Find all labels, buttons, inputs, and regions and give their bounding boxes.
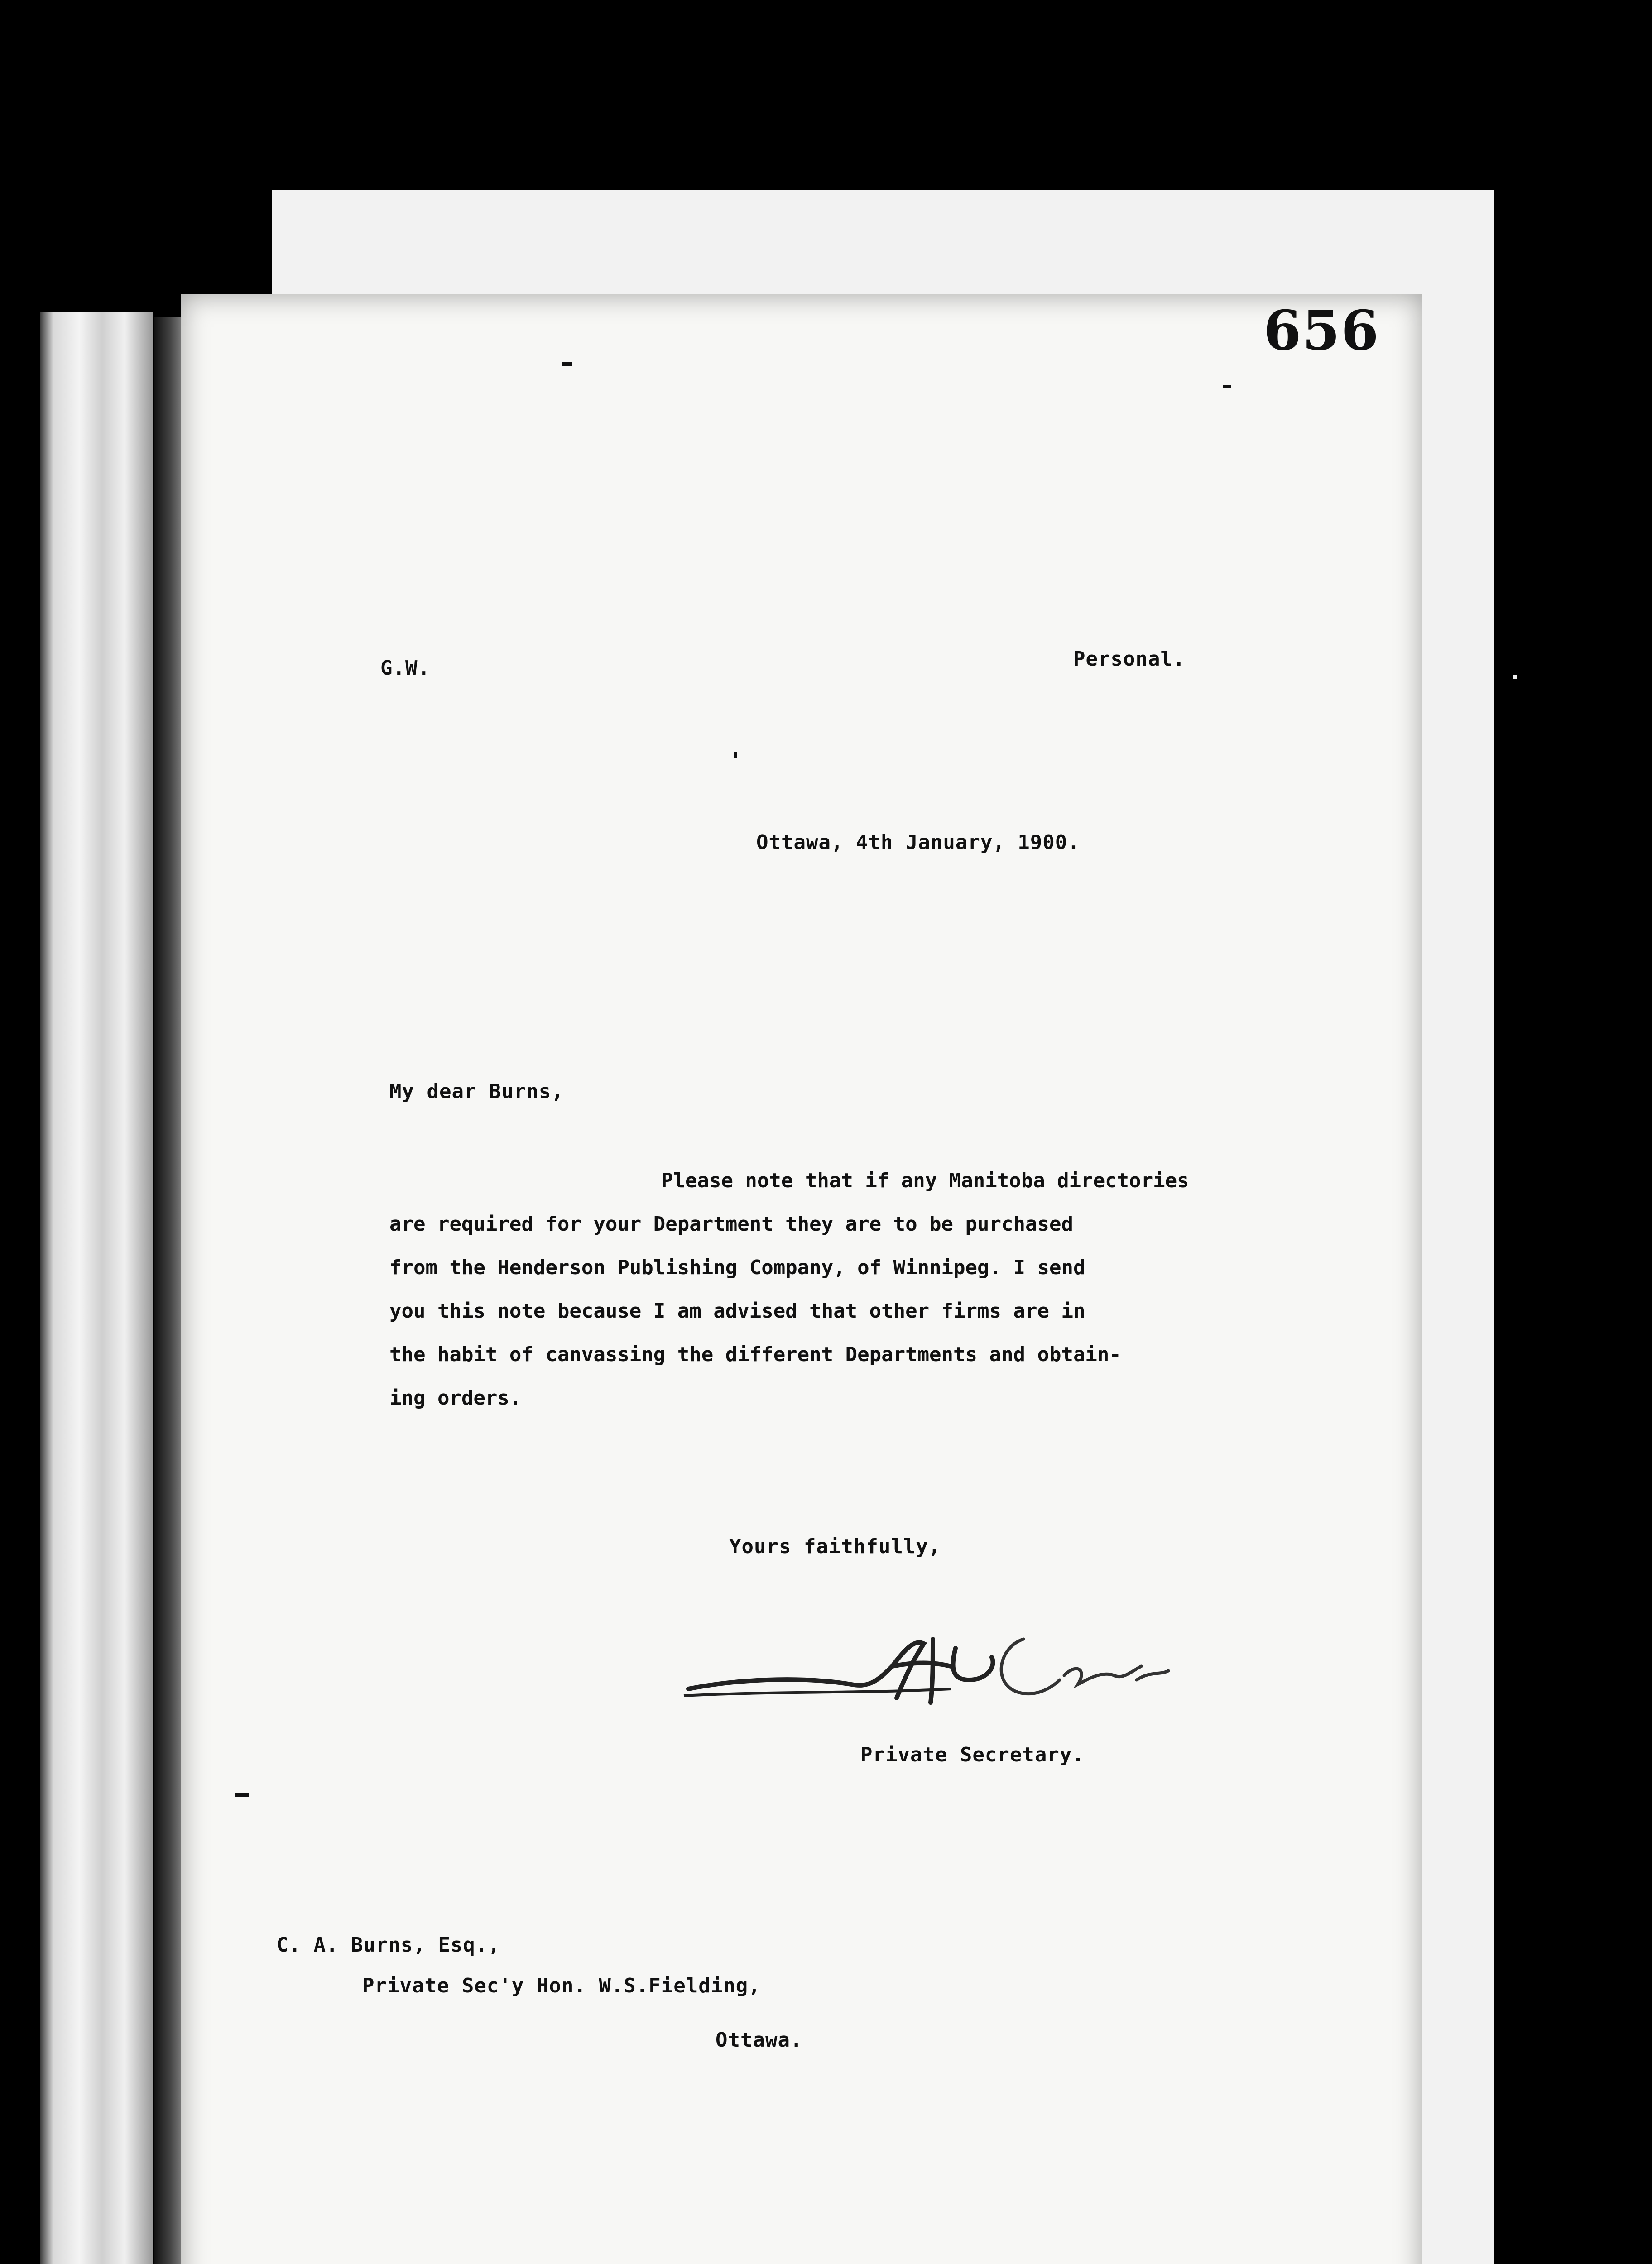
film-speck (235, 1793, 249, 1797)
film-speck (1513, 675, 1517, 679)
page-number: 656 (1263, 299, 1380, 363)
handwritten-signature (679, 1612, 1177, 1721)
body-line: the habit of canvassing the different Departments and obtain- (389, 1343, 1121, 1366)
body-line: Please note that if any Manitoba directories (661, 1169, 1189, 1192)
closing: Yours faithfully, (729, 1535, 941, 1558)
body-line: ing orders. (389, 1386, 522, 1410)
body-line: you this note because I am advised that other firms are in (389, 1300, 1085, 1323)
header-left-mark: G.W. (380, 657, 430, 680)
signer-title: Private Secretary. (860, 1743, 1085, 1766)
film-speck (562, 362, 572, 366)
address-line-2: Private Sec'y Hon. W.S.Fielding, (362, 1974, 761, 1997)
binding-strip (40, 312, 153, 2264)
film-speck (1223, 385, 1231, 388)
body-line: from the Henderson Publishing Company, of Winnipeg. I send (389, 1256, 1085, 1279)
film-speck (734, 752, 737, 758)
body-line: are required for your Department they are to be purchased (389, 1213, 1073, 1236)
binding-shadow (154, 317, 181, 2264)
address-line-3: Ottawa. (716, 2029, 803, 2052)
dateline: Ottawa, 4th January, 1900. (756, 831, 1080, 854)
header-personal: Personal. (1073, 648, 1186, 671)
address-line-1: C. A. Burns, Esq., (276, 1933, 500, 1957)
letter-body (389, 1159, 1377, 1420)
salutation: My dear Burns, (389, 1080, 564, 1103)
